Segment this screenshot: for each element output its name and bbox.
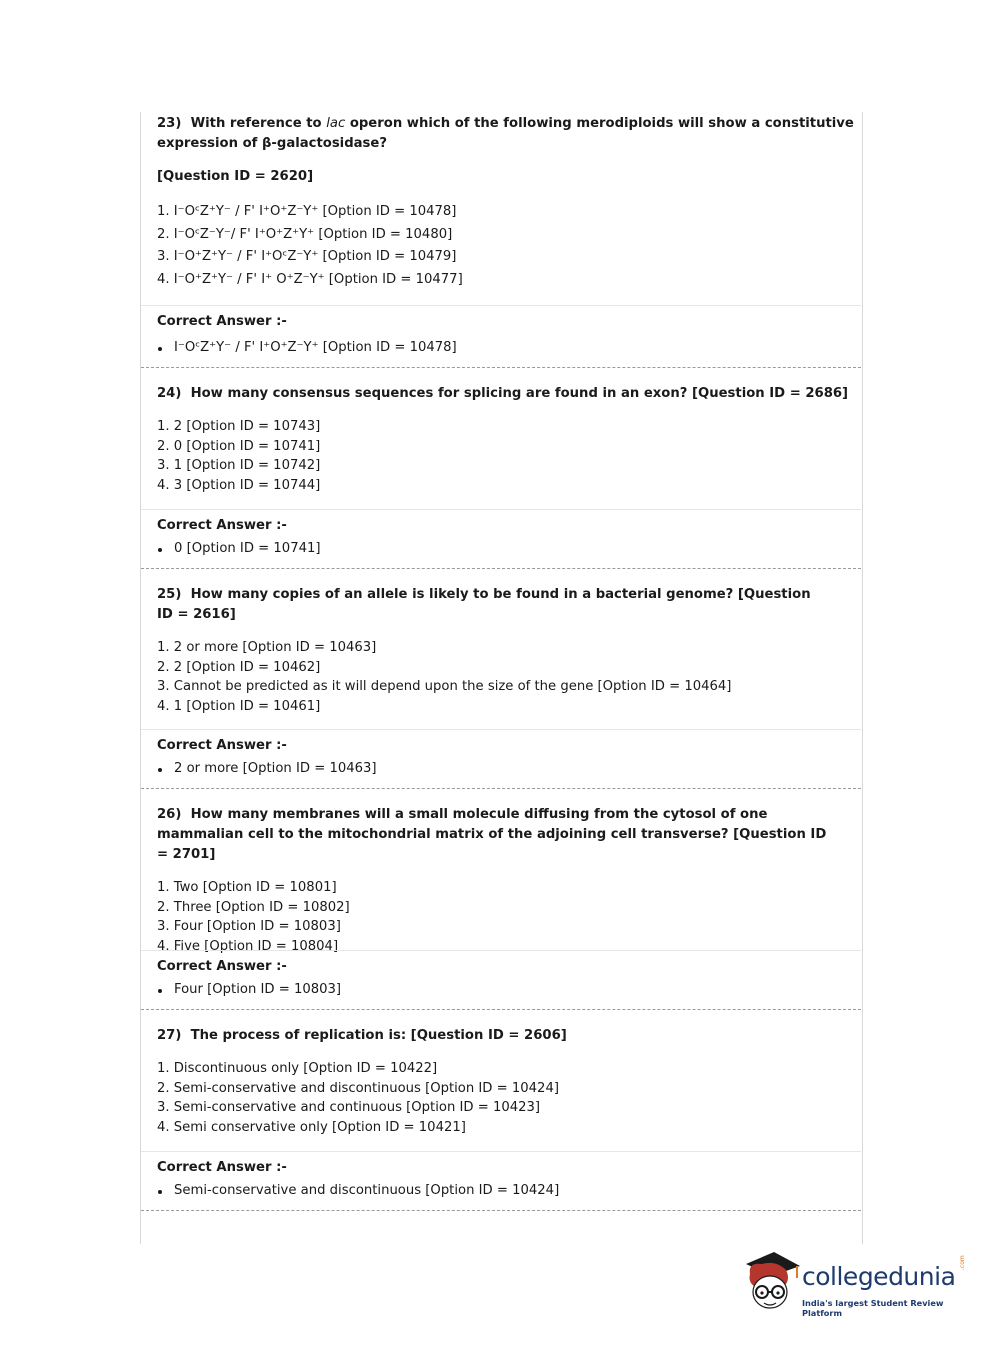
question-divider (141, 568, 861, 569)
option: 1. Two [Option ID = 10801] (157, 880, 337, 895)
question-text: 23) With reference to lac operon which of the following merodiploids will show a constitutive expression of β-galactosidase? (157, 116, 854, 151)
option: 4. Semi conservative only [Option ID = 10421] (157, 1119, 466, 1135)
option: 1. 2 or more [Option ID = 10463] (157, 640, 377, 655)
question-24 (141, 384, 861, 495)
question-text: 24) How many consensus sequences for splicing are found in an exon? [Question ID = 2686] (157, 386, 849, 401)
option: 1. Discontinuous only [Option ID = 10422] (157, 1061, 438, 1076)
answer-divider (141, 509, 861, 510)
answer-divider (141, 729, 861, 730)
question-text: 27) The process of replication is: [Question ID = 2606] (157, 1028, 567, 1043)
question-27 (141, 1026, 861, 1137)
question-divider (141, 367, 861, 368)
answer-24 (141, 516, 861, 559)
question-text: 25) How many copies of an allele is likely to be found in a bacterial genome? [Question ID = 2616] (157, 587, 811, 622)
option: 4. Five [Option ID = 10804] (157, 938, 339, 954)
collegedunia-logo[interactable] (740, 1248, 970, 1320)
correct-answer-label: Correct Answer :- (157, 314, 287, 329)
option: 2. I⁻OᶜZ⁻Y⁻/ F' I⁺O⁺Z⁺Y⁺ [Option ID = 10480] (157, 226, 453, 242)
question-divider (141, 1009, 861, 1010)
correct-answer-label: Correct Answer :- (157, 1160, 287, 1175)
correct-answer: Semi-conservative and discontinuous [Option ID = 10424] (157, 1181, 861, 1201)
correct-answer-label: Correct Answer :- (157, 959, 287, 974)
answer-27 (141, 1158, 861, 1201)
question-divider (141, 788, 861, 789)
answer-26 (141, 957, 861, 1000)
mascot-icon (740, 1248, 802, 1320)
option: 4. 3 [Option ID = 10744] (157, 477, 321, 493)
question-id: [Question ID = 2620] (157, 169, 314, 184)
correct-answer: I⁻OᶜZ⁺Y⁻ / F' I⁺O⁺Z⁻Y⁺ [Option ID = 10478] (157, 338, 861, 358)
correct-answer: 2 or more [Option ID = 10463] (157, 759, 861, 779)
option: 4. 1 [Option ID = 10461] (157, 698, 321, 714)
correct-answer-label: Correct Answer :- (157, 518, 287, 533)
answer-23 (141, 312, 861, 358)
answer-divider (141, 950, 861, 951)
correct-answer-label: Correct Answer :- (157, 738, 287, 753)
logo-suffix: .com (959, 1255, 966, 1270)
options-list (157, 1059, 861, 1137)
question-26 (141, 805, 861, 956)
question-text: 26) How many membranes will a small molecule diffusing from the cytosol of one mammalian cell to the mitochondrial matrix of the adjoining cell transverse? [Question ID = 2701] (157, 807, 827, 862)
question-divider (141, 1210, 861, 1211)
option: 4. I⁻O⁺Z⁺Y⁻ / F' I⁺ O⁺Z⁻Y⁺ [Option ID = 10477] (157, 271, 463, 287)
correct-answer: Four [Option ID = 10803] (157, 980, 861, 1000)
option: 2. 0 [Option ID = 10741] (157, 438, 321, 454)
options-list (157, 417, 861, 495)
question-23 (141, 114, 861, 291)
answer-divider (141, 1151, 861, 1152)
option: 2. Three [Option ID = 10802] (157, 899, 350, 915)
options-list (157, 878, 861, 956)
option: 3. I⁻O⁺Z⁺Y⁻ / F' I⁺OᶜZ⁻Y⁺ [Option ID = 10479] (157, 249, 457, 264)
option: 3. 1 [Option ID = 10742] (157, 458, 321, 474)
option: 3. Four [Option ID = 10803] (157, 919, 341, 935)
logo-tagline: India's largest Student Review Platform (802, 1298, 944, 1318)
option: 3. Cannot be predicted as it will depend upon the size of the gene [Option ID = 10464] (157, 679, 732, 695)
correct-answer: 0 [Option ID = 10741] (157, 539, 861, 559)
answer-divider (141, 305, 861, 306)
option: 1. I⁻OᶜZ⁺Y⁻ / F' I⁺O⁺Z⁻Y⁺ [Option ID = 10478] (157, 204, 457, 219)
options-list (157, 201, 861, 291)
logo-wordmark: collegedunia (802, 1262, 956, 1291)
question-25 (141, 585, 861, 716)
option: 2. 2 [Option ID = 10462] (157, 659, 321, 675)
option: 1. 2 [Option ID = 10743] (157, 419, 321, 434)
options-list (157, 638, 861, 716)
option: 3. Semi-conservative and continuous [Option ID = 10423] (157, 1100, 541, 1116)
option: 2. Semi-conservative and discontinuous [Option ID = 10424] (157, 1080, 559, 1096)
answer-25 (141, 736, 861, 779)
